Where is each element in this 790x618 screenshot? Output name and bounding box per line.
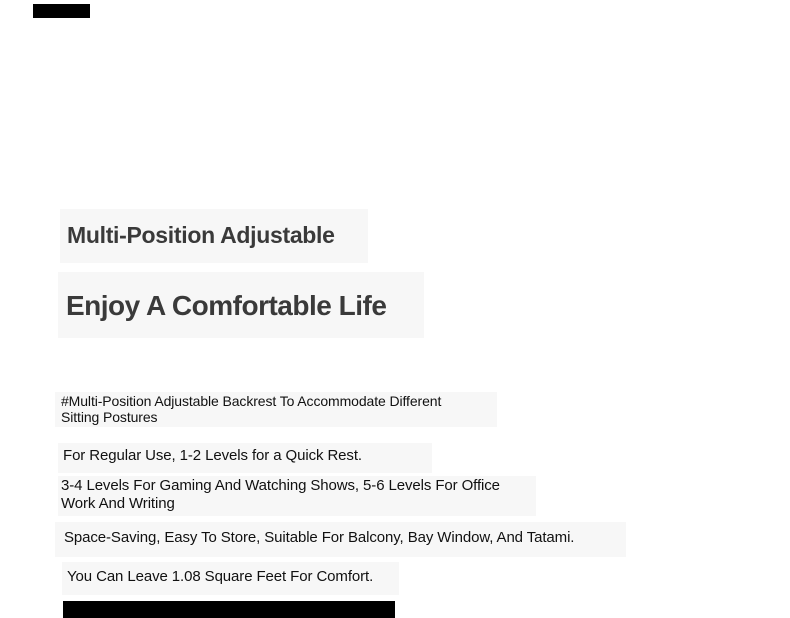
hashtag-paragraph <box>61 393 441 425</box>
hero-title: Enjoy A Comfortable Life <box>66 290 387 321</box>
hashtag-line-1: #Multi-Position Adjustable Backrest To Accommodate Different <box>61 393 442 409</box>
levels-paragraph <box>61 477 500 513</box>
hero-subtitle: Multi-Position Adjustable <box>67 222 335 248</box>
levels-line-2: Work And Writing <box>61 495 175 512</box>
redaction-bar-bottom <box>63 601 395 618</box>
space-saving-paragraph: Space-Saving, Easy To Store, Suitable For Balcony, Bay Window, And Tatami. <box>64 529 575 546</box>
regular-use-paragraph: For Regular Use, 1-2 Levels for a Quick Rest. <box>63 447 362 464</box>
hashtag-line-2: Sitting Postures <box>61 409 158 425</box>
levels-line-1: 3-4 Levels For Gaming And Watching Shows, 5-6 Levels For Office <box>61 477 500 494</box>
comfort-paragraph: You Can Leave 1.08 Square Feet For Comfort. <box>67 568 374 585</box>
redaction-bar-top <box>33 4 90 18</box>
